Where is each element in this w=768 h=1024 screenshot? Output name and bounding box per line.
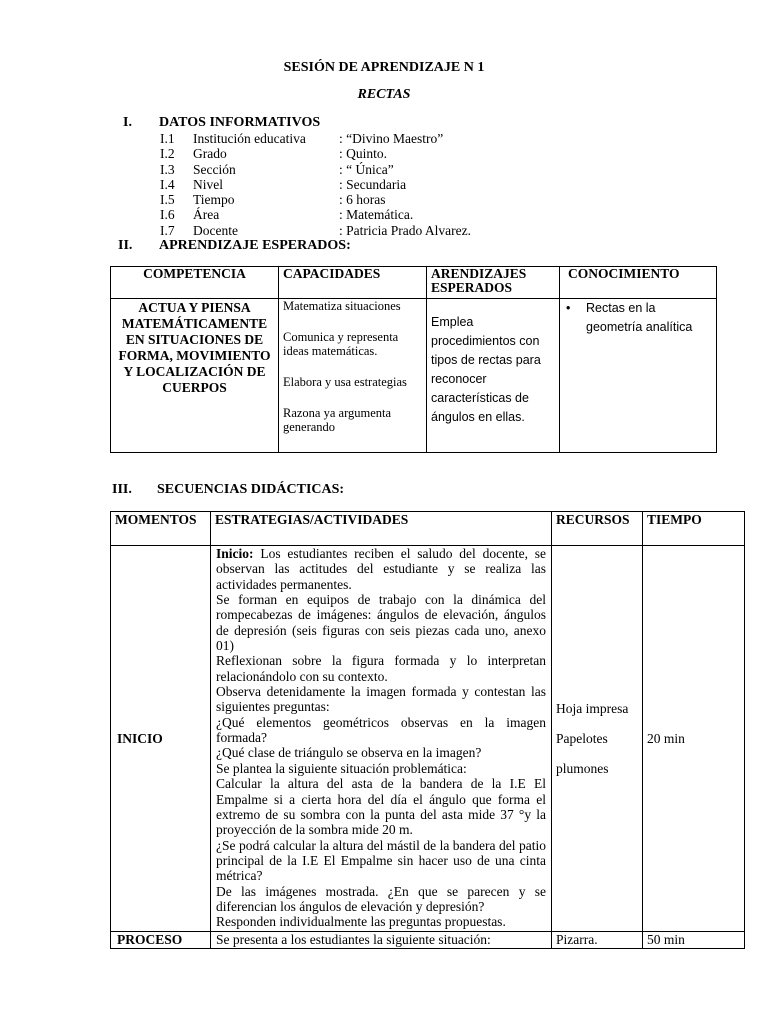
actividad-paragraph: ¿Se podrá calcular la altura del mástil de la bandera del patio principal de la I.E El Empalme sin hacer uso de una cinta métrica? (216, 837, 546, 884)
actividad-paragraph: ¿Qué elementos geométricos observas en la imagen formada? (216, 714, 546, 746)
info-num: I.2 (160, 146, 175, 162)
conocimiento-cell (560, 299, 717, 453)
info-label: Institución educativa (193, 131, 306, 146)
info-label: Área (193, 207, 220, 223)
section-datos-informativos (123, 115, 320, 131)
tiempo-cell: 50 min (643, 932, 745, 949)
section-number: III. (112, 482, 132, 497)
table-header-row (111, 512, 745, 546)
aprendizajes-cell: Emplea procedimientos con tipos de rectas para reconocer características de ángulos en ellas. (427, 299, 560, 453)
recurso-item: Hoja impresa (556, 701, 629, 716)
capacidades-cell (279, 299, 427, 453)
competencia-cell: ACTUA Y PIENSA MATEMÁTICAMENTE EN SITUACIONES DE FORMA, MOVIMIENTO Y LOCALIZACIÓN DE CUERPOS (111, 299, 279, 453)
actividad-paragraph: Responden individualmente las preguntas propuestas. (216, 914, 506, 930)
section-number: I. (123, 115, 132, 130)
header-tiempo: TIEMPO (643, 512, 745, 546)
momento-cell: INICIO (111, 546, 211, 932)
info-num: I.1 (160, 131, 175, 146)
section-aprendizaje-esperados (118, 238, 351, 254)
capacidad-item: Matematiza situaciones (283, 299, 401, 313)
capacidad-item: Comunica y representa ideas matemáticas. (283, 330, 399, 358)
info-num: I.4 (160, 176, 175, 192)
info-num: I.6 (160, 207, 175, 223)
actividades-cell (211, 546, 552, 932)
actividad-paragraph (216, 546, 546, 592)
info-num: I.5 (160, 192, 175, 208)
recurso-item: plumones (556, 761, 609, 776)
info-label: Tiempo (193, 192, 235, 208)
info-label: Sección (193, 161, 236, 177)
recurso-item: Papelotes (556, 731, 608, 746)
info-row (160, 146, 471, 161)
info-value: : Patricia Prado Alvarez. (339, 222, 471, 238)
info-label: Nivel (193, 176, 223, 192)
conocimiento-item: Rectas en la geometría analítica (586, 301, 693, 334)
actividad-text: Los estudiantes reciben el saludo del docente, se observan las actitudes del estudiante y se realiza las actividades permanentes. (216, 546, 546, 592)
recursos-cell (552, 546, 643, 932)
header-competencia: COMPETENCIA (111, 267, 279, 299)
info-row (160, 223, 471, 238)
actividad-paragraph: Se forman en equipos de trabajo con la dinámica del rompecabezas de imágenes: ángulos de elevación, ángulos de depresión (seis figuras con seis piezas cada uno, anexo 01) (216, 592, 546, 654)
bullet-icon: • (566, 301, 571, 315)
actividad-paragraph: Reflexionan sobre la figura formada y lo interpretan relacionándolo con su contexto. (216, 653, 546, 684)
table-row (111, 546, 745, 932)
capacidad-item: Razona ya argumenta generando (283, 406, 392, 434)
actividad-lead: Inicio: (216, 546, 254, 561)
info-value: : 6 horas (339, 192, 386, 208)
info-value: : Matemática. (339, 207, 414, 223)
info-row (160, 131, 471, 146)
info-value: : Secundaria (339, 176, 407, 192)
header-capacidades: CAPACIDADES (279, 267, 427, 299)
table-row (111, 299, 717, 453)
info-label: Docente (193, 222, 238, 238)
capacidad-item: Elabora y usa estrategias (283, 375, 407, 389)
header-estrategias: ESTRATEGIAS/ACTIVIDADES (211, 512, 552, 546)
header-momentos: MOMENTOS (111, 512, 211, 546)
page-title: SESIÓN DE APRENDIZAJE N 1 (283, 60, 485, 75)
info-label: Grado (193, 146, 227, 162)
section-secuencias-didacticas (112, 482, 344, 498)
conocimiento-list (564, 299, 712, 337)
actividades-cell: Se presenta a los estudiantes la siguiente situación: (211, 932, 552, 949)
page-subtitle: RECTAS (357, 87, 411, 102)
info-value: : “ Única” (339, 161, 394, 177)
section-title: APRENDIZAJE ESPERADOS: (159, 238, 351, 253)
table-header-row (111, 267, 717, 299)
list-item (566, 299, 712, 337)
momento-cell: PROCESO (111, 932, 211, 949)
info-list (160, 131, 471, 238)
recursos-cell: Pizarra. (552, 932, 643, 949)
actividad-paragraph: Calcular la altura del asta de la bandera de la I.E El Empalme si a cierta hora del día el ángulo que forma el extremo de su sombra con la punta del asta mide 37 °y la proyección de la sombra mide 20 m. (216, 776, 546, 838)
info-row (160, 192, 471, 207)
aprendizajes-table (110, 266, 717, 453)
header-aprendizajes: ARENDIZAJES ESPERADOS (427, 267, 560, 299)
info-num: I.7 (160, 222, 175, 238)
section-title: SECUENCIAS DIDÁCTICAS: (157, 482, 345, 497)
actividad-paragraph: Observa detenidamente la imagen formada y contestan las siguientes preguntas: (216, 684, 546, 715)
info-value: : Quinto. (339, 146, 388, 162)
info-value: : “Divino Maestro” (339, 131, 444, 146)
info-row (160, 207, 471, 222)
table-row (111, 932, 745, 949)
info-row (160, 177, 471, 192)
actividad-paragraph: De las imágenes mostrada. ¿En que se parecen y se diferencian los ángulos de elevación y depresión? (216, 883, 546, 914)
tiempo-cell: 20 min (643, 546, 745, 932)
header-conocimiento: CONOCIMIENTO (560, 267, 717, 299)
actividad-paragraph: ¿Qué clase de triángulo se observa en la imagen? (216, 745, 482, 761)
secuencias-table (110, 511, 745, 949)
section-title: DATOS INFORMATIVOS (159, 115, 321, 130)
actividad-paragraph: Se plantea la siguiente situación problemática: (216, 760, 467, 776)
info-num: I.3 (160, 161, 175, 177)
section-number: II. (118, 238, 133, 253)
header-recursos: RECURSOS (552, 512, 643, 546)
info-row (160, 162, 471, 177)
